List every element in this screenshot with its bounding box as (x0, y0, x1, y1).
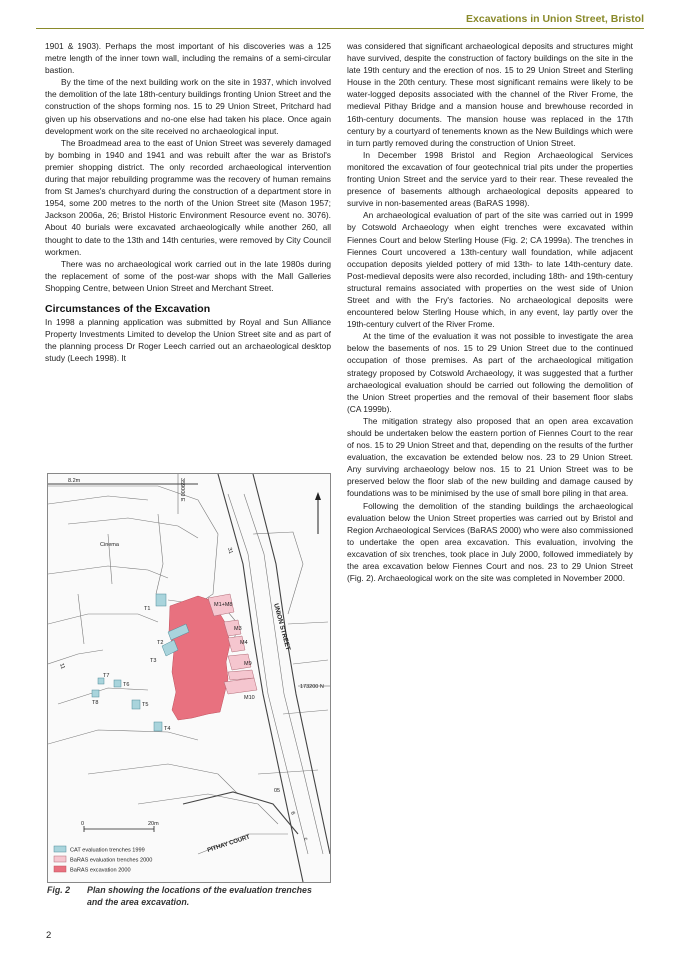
street-number-6: 6 (289, 810, 296, 816)
right-paragraph-3: An archaeological evaluation of part of the site was carried out in 1999 by Cotswold Archaeology when eight trenches were excavated within Fiennes Court and below Sterling House (Fig. 2; CA 1999a). The trenches in Fiennes Court uncovered a 13th-century wall foundation, while adjacent occupation deposits yielded pottery of mid 13th- to late 14th-century date. Post-medieval deposits were also recorded, including 18th- and 19th-century structural remains associated with properties on the west side of Union Street and with the Fry's factories. No archaeological deposits were encountered below Sterling House which, in any event, lay partly over the 19th-century culvert of the River Frome. (347, 210, 633, 330)
legend-label-baras-exc: BaRAS excavation 2000 (70, 867, 131, 874)
northing-label: 173200 N (300, 684, 324, 690)
trench-T8 (92, 690, 99, 697)
label-T2: T2 (157, 640, 164, 646)
right-paragraph-5: The mitigation strategy also proposed that an open area excavation should be undertaken below the eastern portion of Fiennes Court to the rear of nos. 15 to 29 Union Street and that, depending on the results of the further evaluation, the excavation be extended below nos. 23 to 29 Union Street. Any surviving archaeology below nos. 15 to 21 Union Street was to be preserved below the floor slab of the new building and damage caused by foundations was to be minimised by the use of small bore piling in that area. (347, 415, 633, 499)
street-number-11: 11 (58, 662, 66, 671)
pithay-court-label: PITHAY COURT (206, 834, 251, 854)
trench-M10b (228, 670, 254, 680)
trench-T1 (156, 594, 166, 606)
legend-label-cat: CAT evaluation trenches 1999 (70, 847, 145, 854)
journal-running-title: Excavations in Union Street, Bristol (466, 13, 644, 25)
street-number-31: 31 (226, 546, 234, 555)
label-T3: T3 (150, 658, 157, 664)
legend-label-baras-eval: BaRAS evaluation trenches 2000 (70, 857, 153, 864)
label-T4: T4 (164, 726, 171, 732)
page-number: 2 (46, 930, 52, 941)
union-street-label: UNION STREET (272, 602, 292, 652)
left-paragraph-2: By the time of the next building work on the site in 1937, which involved the demolition of the late 18th-century buildings fronting Union Street and the construction of the shops forming nos. 15 to 29 Union Street, Pritchard had given up his observations and no-one else had taken his place. Once again development work on the site received no archaeological input. (45, 77, 331, 136)
right-paragraph-2: In December 1998 Bristol and Region Archaeological Services monitored the excavation of four geotechnical trial pits under the properties fronting Union Street and the service yard to their rear. These revealed the presence of basements although archaeological deposits appeared to survive in non-basemented areas (BaRAS 1998). (347, 149, 633, 209)
street-number-05: 05 (274, 788, 281, 794)
scale-end-label: 20m (148, 821, 159, 827)
cinema-label: Cinema (100, 542, 119, 548)
street-number-c: c (302, 836, 309, 842)
site-plan-map (48, 474, 330, 882)
header-rule (36, 28, 644, 29)
easting-label: 359000 E (179, 478, 185, 502)
caption-label: Fig. 2 (47, 885, 70, 895)
trench-T6 (114, 680, 121, 687)
left-paragraph-1: 1901 & 1903). Perhaps the most important of his discoveries was a 125 metre length of the inner town wall, including the remains of a semi-circular bastion. (45, 41, 331, 76)
trench-M10 (224, 678, 257, 694)
right-text-column (347, 40, 633, 584)
left-paragraph-5: In 1998 a planning application was submitted by Royal and Sun Alliance Property Investments Limited to develop the Union Street site and as part of the planning process Dr Roger Leech carried out an archaeological desktop study (Leech 1998). It (45, 317, 331, 364)
label-T5: T5 (142, 702, 149, 708)
section-heading: Circumstances of the Excavation (45, 302, 211, 315)
trench-T5 (132, 700, 140, 709)
scale-start-label: 0 (81, 821, 85, 827)
running-header (0, 0, 680, 30)
legend-swatch-cat (54, 846, 66, 852)
right-paragraph-1: was considered that significant archaeological deposits and structures might have survived, despite the construction of factory buildings on the site in the late 19th century and the erection of nos. 15 to 29 Union Street and Sterling House in the 20th century. These most significant remains were likely to be water-logged deposits associated with the channel of the River Frome, the medieval Pithay Bridge and a mansion house and brewhouse recorded in 16th-century documents. The mansion house was replaced in the 17th century by a courtyard of tenements known as the New Buildings which were in turn partly removed during the construction of Union Street. (347, 41, 633, 148)
right-paragraph-6: Following the demolition of the standing buildings the archaeological evaluation below the Union Street properties was carried out by Bristol and Region Archaeological Services (BaRAS 2000) who were also commissioned to undertake the open area excavation. This evaluation, involving the excavation of six trenches, took place in July 2000, followed immediately by the area excavation below Fiennes Court and nos. 23 to 29 Union Street (Fig. 2). Archaeological work on the site was completed in November 2000. (347, 500, 633, 584)
caption-text: Plan showing the locations of the evaluation trenches and the area excavation. (87, 885, 312, 907)
figure-legend (54, 846, 152, 874)
label-M9: M9 (244, 661, 252, 667)
label-M1M8: M1+M8 (214, 602, 233, 608)
label-M10: M10 (244, 695, 255, 701)
north-arrow-icon (315, 492, 321, 534)
spot-height-label: 8.2m (68, 478, 81, 484)
label-T8: T8 (92, 700, 99, 706)
label-T6: T6 (123, 682, 130, 688)
label-M3: M3 (234, 626, 242, 632)
left-text-column (45, 40, 331, 364)
label-T7: T7 (103, 673, 110, 679)
trench-T4 (154, 722, 162, 731)
site-plan-figure (47, 473, 331, 883)
left-paragraph-3: The Broadmead area to the east of Union Street was severely damaged by bombing in 1940 and 1941 and was rebuilt after the war as Bristol's premier shopping district. The only recorded archaeological intervention during that major rebuilding programme was the recovery of human remains from St James's churchyard during the construction of a department store in 1954, some 200 metres to the north of the Union Street site (Mason 1957; Jackson 2006a, 26; Bristol Historic Environment Resource event no. 3076). About 40 burials were excavated archaeologically while another 260, all thought to date to the 13th and 14th centuries, were removed by City Council workmen. (45, 137, 331, 257)
label-M4: M4 (240, 640, 248, 646)
scale-bar (81, 821, 159, 832)
legend-swatch-baras-eval (54, 856, 66, 862)
legend-swatch-baras-exc (54, 866, 66, 872)
left-paragraph-4: There was no archaeological work carried out in the late 1980s during the replacement of some of the post-war shops with the Mall Galleries Shopping Centre, between Union Street and Merchant Street. (45, 258, 331, 293)
right-paragraph-4: At the time of the evaluation it was not possible to investigate the area below the basements of nos. 15 to 29 Union Street due to the continued occupation of those premises. As part of the archaeological mitigation strategy proposed by Cotswold Archaeology, it was suggested that a further archaeological evaluation should be carried out following the demolition of the Union Street properties and the removal of their basement floor slabs (CA 1999b). (347, 331, 633, 414)
label-T1: T1 (144, 606, 151, 612)
